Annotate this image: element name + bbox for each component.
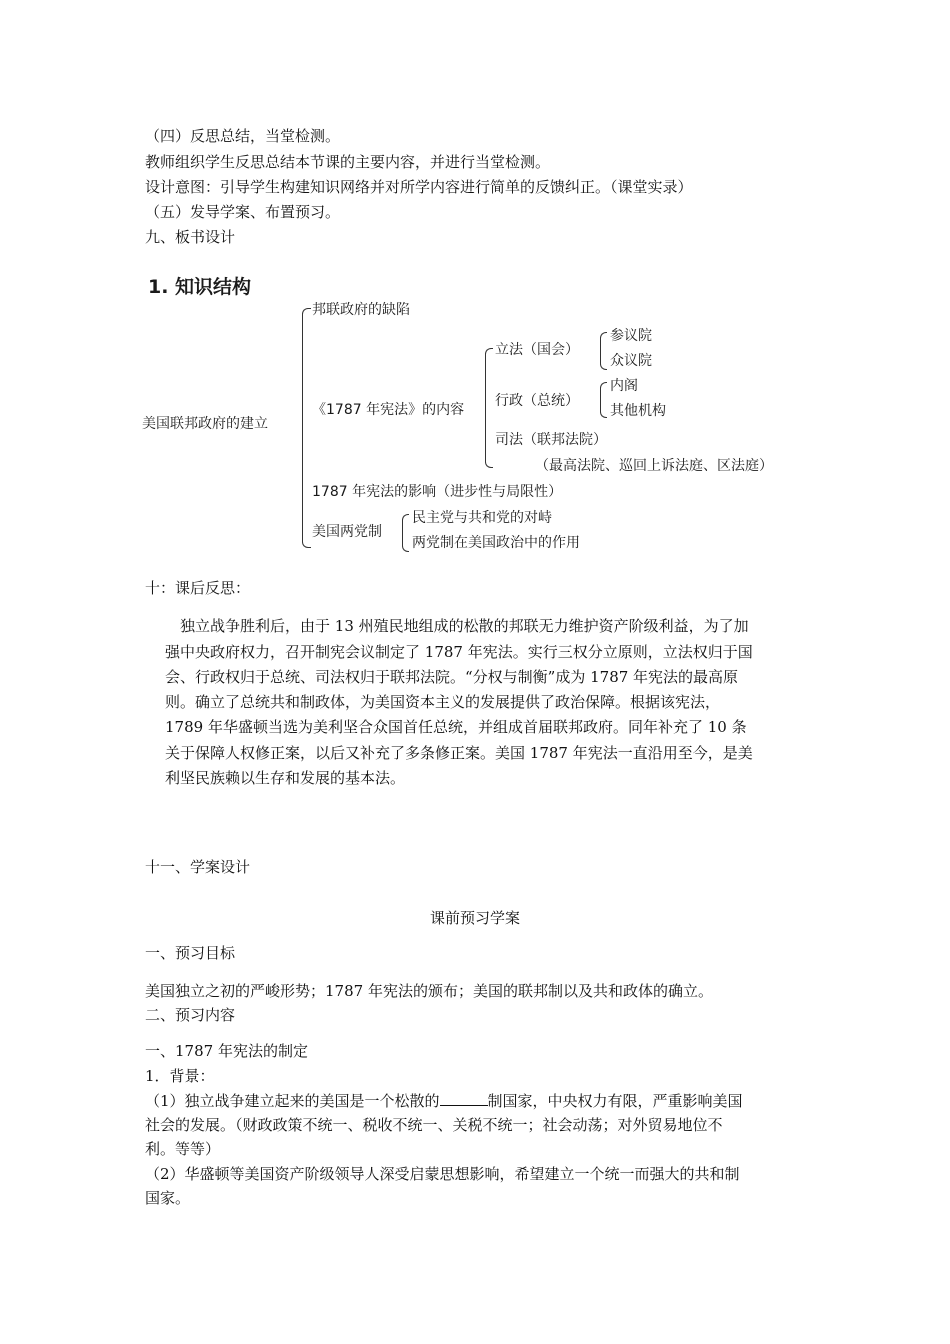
knowledge-structure-diagram (140, 268, 820, 558)
preview-goal-heading: 一、预习目标 (145, 944, 236, 962)
background-label: 1．背景： (145, 1067, 215, 1085)
item2-line2: 国家。 (145, 1189, 191, 1207)
text-line-reflection-step: （四）反思总结，当堂检测。 (145, 127, 341, 145)
party-brace (402, 514, 409, 552)
diagram-executive: 行政（总统） (495, 393, 579, 409)
reflection-line: 会、行政权归于总统、司法权归于联邦法院。“分权与制衡”成为 1787 年宪法的最高原 (165, 668, 739, 686)
item2-line1: （2）华盛顿等美国资产阶级领导人深受启蒙思想影响，希望建立一个统一而强大的共和制 (145, 1165, 740, 1183)
diagram-other-agencies: 其他机构 (610, 403, 666, 419)
item1-line1 (145, 1090, 743, 1112)
executive-brace (600, 382, 607, 418)
legislative-brace (600, 332, 607, 370)
preview-content-heading: 二、预习内容 (145, 1006, 236, 1024)
diagram-branch-constitution-content: 《1787 年宪法》的内容 (312, 402, 465, 418)
diagram-cabinet: 内阁 (610, 378, 638, 394)
diagram-court-levels: （最高法院、巡回上诉法庭、区法庭） (535, 458, 773, 474)
reflection-line: 关于保障人权修正案，以后又补充了多条修正案。美国 1787 年宪法一直沿用至今，是美 (165, 744, 753, 762)
reflection-line: 则。确立了总统共和制政体，为美国资本主义的发展提供了政治保障。根据该宪法， (165, 693, 721, 711)
item1-line3: 利。等等） (145, 1140, 221, 1158)
diagram-branch-confederation-defects: 邦联政府的缺陷 (312, 302, 410, 318)
text-line-design-intent: 设计意图：引导学生构建知识网络并对所学内容进行简单的反馈纠正。（课堂实录） (145, 178, 693, 196)
preview-goal-text: 美国独立之初的严峻形势；1787 年宪法的颁布；美国的联邦制以及共和政体的确立。 (145, 982, 713, 1000)
preview-plan-title: 课前预习学案 (429, 909, 520, 927)
sub-heading-constitution-making: 一、1787 年宪法的制定 (145, 1042, 308, 1060)
diagram-party-role: 两党制在美国政治中的作用 (412, 535, 580, 551)
item1-line2: 社会的发展。（财政政策不统一、税收不统一、关税不统一；社会动荡；对外贸易地位不 (145, 1116, 723, 1134)
diagram-party-confrontation: 民主党与共和党的对峙 (412, 510, 552, 526)
text-line-teacher-organize: 教师组织学生反思总结本节课的主要内容，并进行当堂检测。 (145, 153, 551, 171)
diagram-root: 美国联邦政府的建立 (142, 416, 268, 432)
diagram-branch-constitution-impact: 1787 年宪法的影响（进步性与局限性） (312, 484, 563, 500)
fill-in-blank[interactable] (440, 1092, 488, 1106)
item1-text-before-blank: （1）独立战争建立起来的美国是一个松散的 (145, 1092, 440, 1110)
diagram-branch-two-party: 美国两党制 (312, 524, 382, 540)
section-heading-study-plan: 十一、学案设计 (145, 858, 251, 876)
reflection-line: 独立战争胜利后，由于 13 州殖民地组成的松散的邦联无力维护资产阶级利益，为了加 (180, 617, 749, 635)
content-brace (485, 348, 493, 468)
item1-text-after-blank: 制国家，中央权力有限，严重影响美国 (487, 1092, 743, 1110)
reflection-line: 利坚民族赖以生存和发展的基本法。 (165, 769, 406, 787)
section-heading-reflection: 十：课后反思： (145, 579, 251, 597)
diagram-legislative: 立法（国会） (495, 342, 579, 358)
text-line-preview-step: （五）发导学案、布置预习。 (145, 203, 341, 221)
reflection-line: 1789 年华盛顿当选为美利坚合众国首任总统，并组成首届联邦政府。同年补充了 10 条 (165, 718, 747, 736)
diagram-title: 1. 知识结构 (148, 276, 252, 298)
main-brace (302, 308, 311, 548)
diagram-house: 众议院 (610, 353, 652, 369)
diagram-judicial: 司法（联邦法院） (495, 432, 607, 448)
reflection-line: 强中央政府权力，召开制宪会议制定了 1787 年宪法。实行三权分立原则，立法权归于国 (165, 643, 753, 661)
section-heading-board-design: 九、板书设计 (145, 228, 236, 246)
diagram-senate: 参议院 (610, 328, 652, 344)
